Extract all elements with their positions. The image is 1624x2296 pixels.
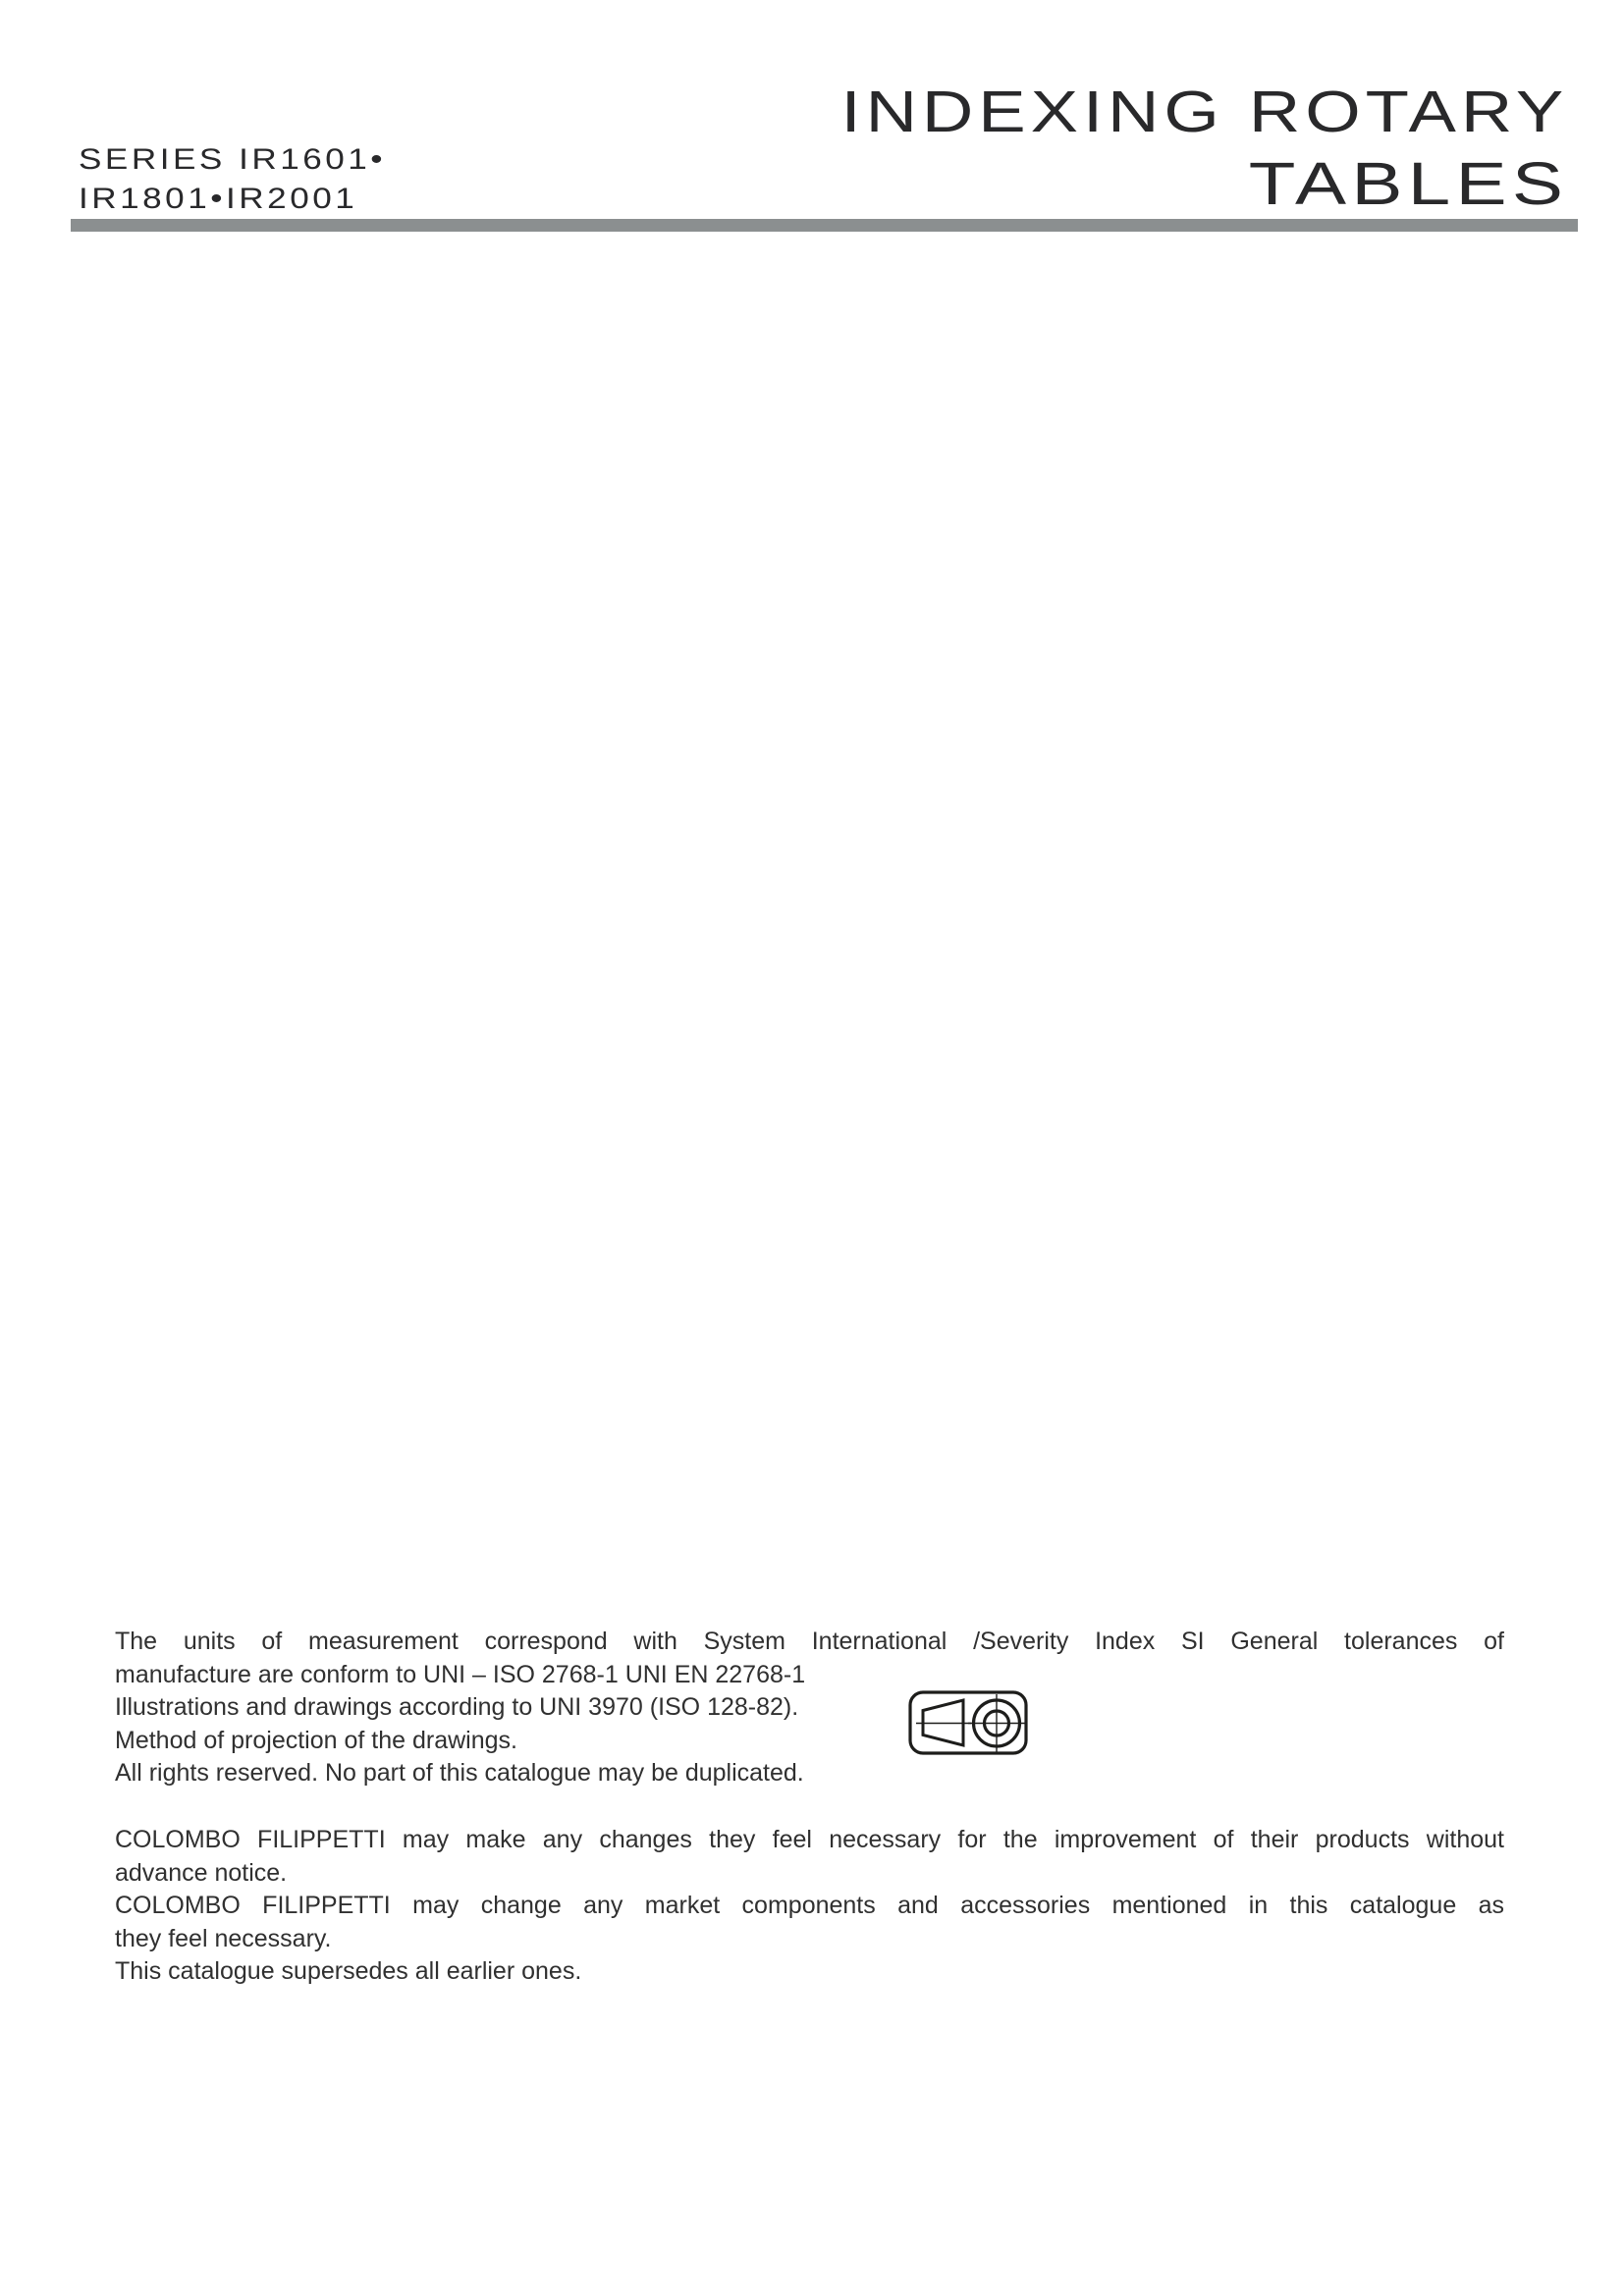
series-label-line2 — [79, 180, 358, 219]
standards-paragraph-line: Illustrations and drawings according to UNI 3970 (ISO 128-82). — [115, 1693, 799, 1721]
page-title-line2 — [977, 148, 1568, 220]
standards-paragraph-line: Method of projection of the drawings. — [115, 1726, 517, 1754]
disclaimer-paragraph-line: COLOMBO FILIPPETTI may make any changes they feel necessary for the improvement of their products without — [115, 1826, 1504, 1853]
disclaimer-paragraph-line: advance notice. — [115, 1858, 288, 1887]
standards-paragraph-line: The units of measurement correspond with System International /Severity Index SI General tolerances of — [115, 1628, 1504, 1655]
series-label-line2-text: IR1801•IR2001 — [79, 183, 358, 215]
disclaimer-paragraph-line: COLOMBO FILIPPETTI may change any market components and accessories mentioned in this catalogue as — [115, 1892, 1504, 1919]
series-label-line1-text: SERIES IR1601• — [79, 143, 387, 176]
page-title-line1 — [840, 77, 1568, 148]
disclaimer-paragraph — [115, 1824, 1504, 1989]
standards-paragraph-line: All rights reserved. No part of this catalogue may be duplicated. — [115, 1759, 804, 1787]
first-angle-projection-icon — [908, 1690, 1028, 1755]
page-title-line1-text: INDEXING ROTARY — [840, 80, 1568, 144]
standards-paragraph-line: manufacture are conform to UNI – ISO 2768-1 UNI EN 22768-1 — [115, 1660, 806, 1688]
disclaimer-paragraph-line: This catalogue supersedes all earlier ones. — [115, 1957, 582, 1985]
page-title — [840, 77, 1568, 220]
header-divider-bar — [71, 219, 1578, 232]
standards-paragraph — [115, 1626, 1504, 1790]
page-title-line2-text: TABLES — [1248, 150, 1568, 217]
series-label — [79, 140, 387, 219]
disclaimer-paragraph-line: they feel necessary. — [115, 1924, 332, 1952]
series-label-line1 — [79, 140, 387, 180]
